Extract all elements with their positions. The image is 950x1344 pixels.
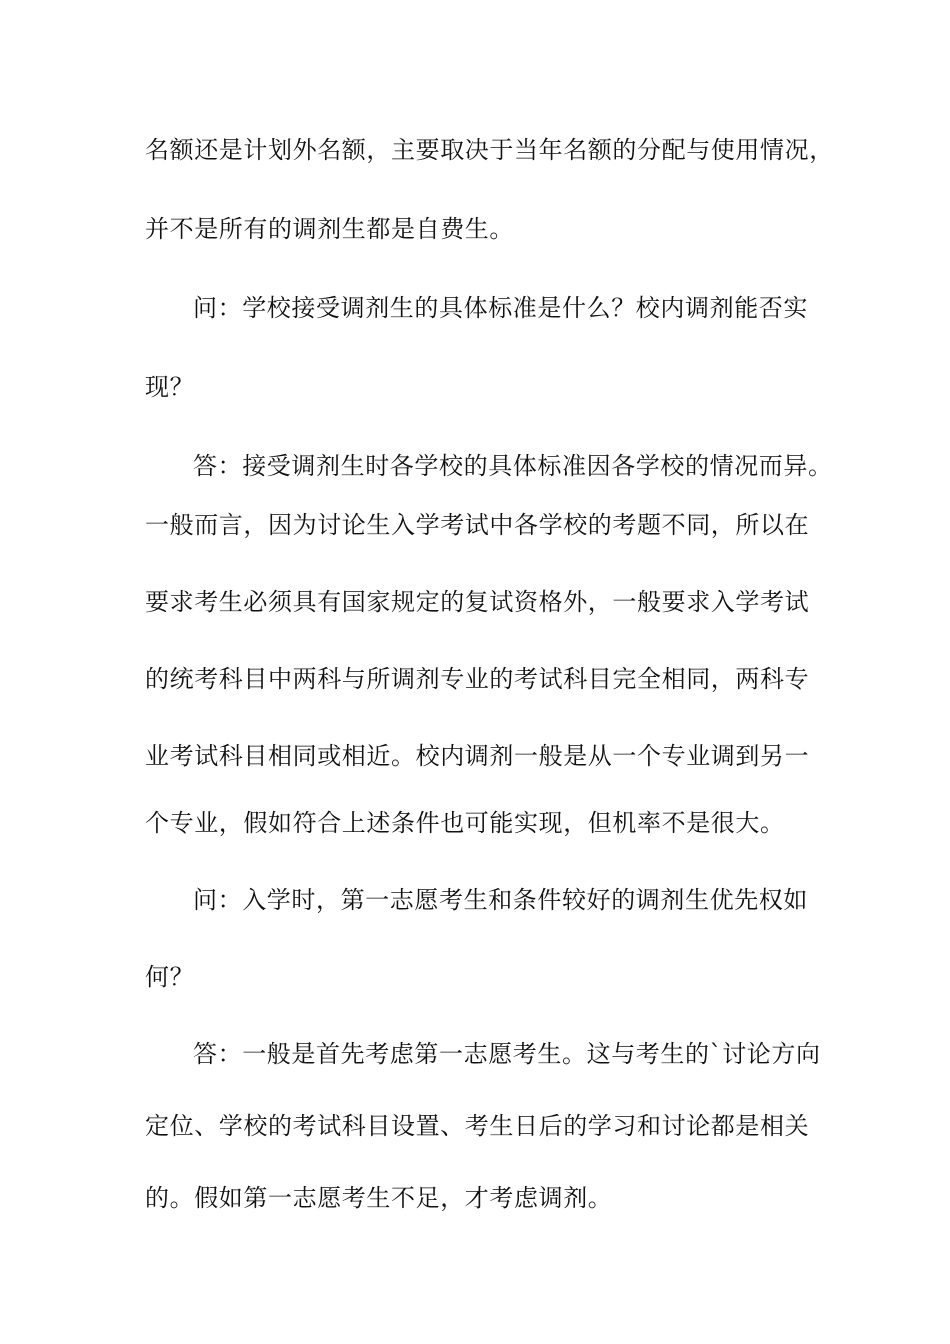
text-line: 现？ [145,373,195,401]
question-line: 问：入学时，第一志愿考生和条件较好的调剂生优先权如 [193,886,808,914]
answer-line: 答：接受调剂生时各学校的具体标准因各学校的情况而异。 [193,452,833,480]
text-line: 一般而言，因为讨论生入学考试中各学校的考题不同，所以在 [145,511,810,539]
text-line: 业考试科目相同或相近。校内调剂一般是从一个专业调到另一 [145,742,810,770]
text-line: 的统考科目中两科与所调剂专业的考试科目完全相同，两科专 [145,665,810,693]
text-line: 何？ [145,963,195,991]
text-line: 要求考生必须具有国家规定的复试资格外，一般要求入学考试 [145,588,810,616]
text-line: 的。假如第一志愿考生不足，才考虑调剂。 [145,1184,613,1212]
text-line: 定位、学校的考试科目设置、考生日后的学习和讨论都是相关 [145,1112,810,1140]
text-line: 并不是所有的调剂生都是自费生。 [145,215,514,243]
question-line: 问：学校接受调剂生的具体标准是什么？校内调剂能否实 [193,294,808,322]
answer-line: 答：一般是首先考虑第一志愿考生。这与考生的`讨论方向 [193,1040,821,1068]
text-line: 名额还是计划外名额，主要取决于当年名额的分配与使用情况， [145,136,834,164]
text-line: 个专业，假如符合上述条件也可能实现，但机率不是很大。 [145,809,785,837]
